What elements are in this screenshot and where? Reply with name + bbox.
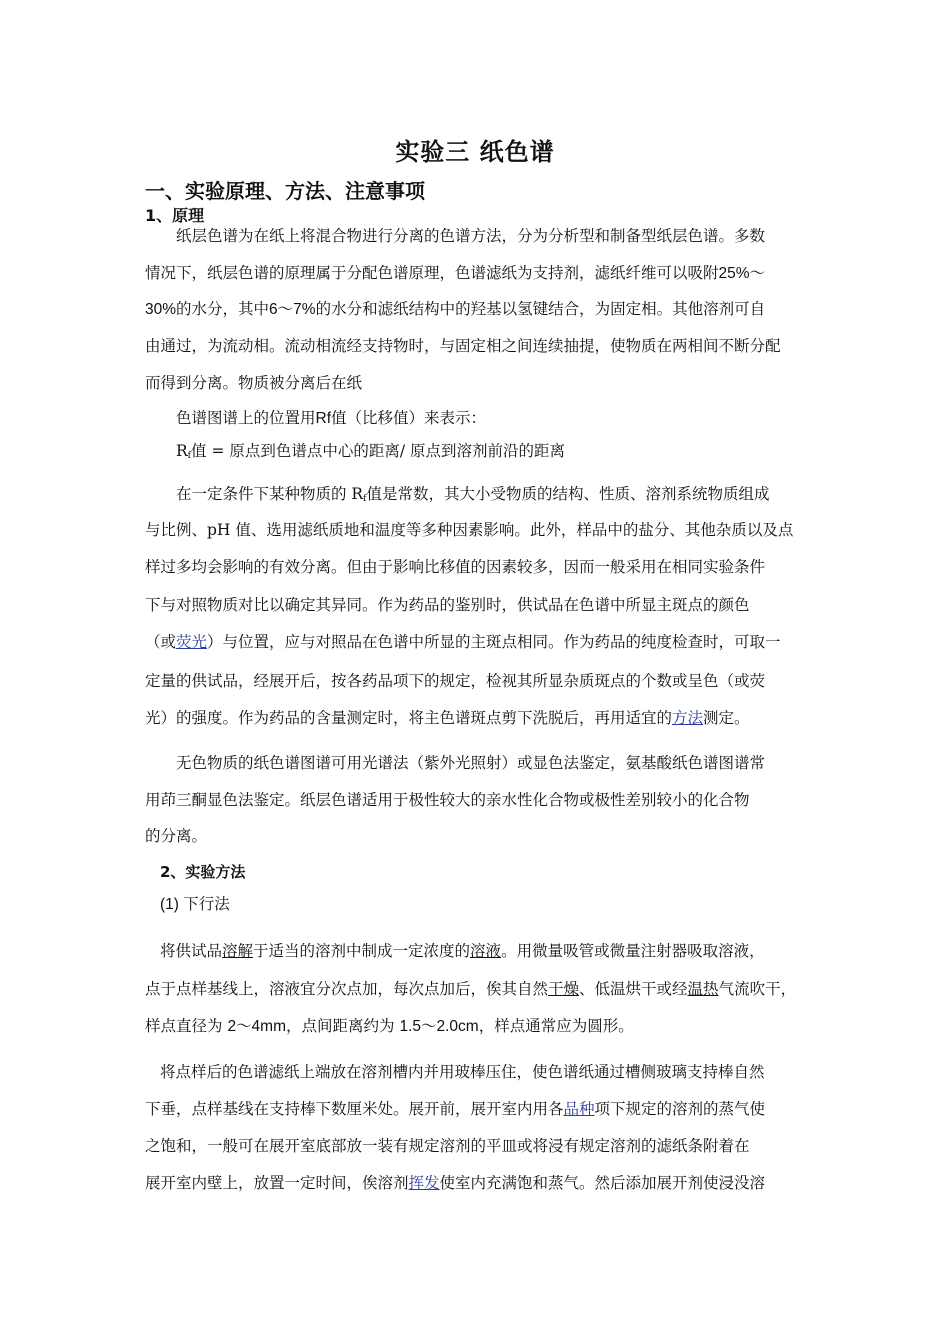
underlined-term: 溶解	[222, 942, 254, 960]
subsection-heading-method: 2、实验方法	[160, 863, 246, 881]
number-span: 25%～	[718, 265, 766, 282]
paragraph-line: 无色物质的纸色谱图谱可用光谱法（紫外光照射）或显色法鉴定，氨基酸纸色谱图谱常	[176, 754, 766, 772]
paragraph-line	[145, 708, 750, 728]
text-span: 气流吹干，	[718, 980, 797, 998]
text-span: 于适当的溶剂中制成一定浓度的	[253, 942, 471, 960]
paragraph-line	[176, 484, 769, 509]
subscript: f	[363, 494, 367, 504]
paragraph-line	[145, 1016, 634, 1037]
underlined-term: 温热	[687, 980, 719, 998]
paragraph-line: 定量的供试品，经展开后，按各药品项下的规定，检视其所显杂质斑点的个数或呈色（或荧	[145, 672, 766, 690]
paragraph-line: 由通过，为流动相。流动相流经支持物时，与固定相之间连续抽提，使物质在两相间不断分配	[145, 337, 781, 355]
text-span: 值（比移值）来表示：	[331, 409, 487, 427]
number-span: 6～7%	[269, 301, 316, 318]
formula-subscript: f	[187, 451, 192, 461]
text-span: 项下规定的溶剂的蒸气使	[594, 1100, 766, 1118]
text-span: 在一定条件下某种物质的 R	[176, 485, 364, 503]
subsection-heading-principle: 1、原理	[145, 206, 205, 225]
paragraph-line: 用茚三酮显色法鉴定。纸层色谱适用于极性较大的亲水性化合物或极性差别较小的化合物	[145, 791, 750, 809]
text-span: 展开室内壁上，放置一定时间，俟溶剂	[145, 1174, 409, 1192]
text-span: 、低温烘干或经	[579, 980, 688, 998]
link-method[interactable]: 方法	[672, 709, 704, 727]
text-span: ，样点通常应为圆形。	[478, 1017, 634, 1035]
paragraph-line: 下与对照物质对比以确定其异同。作为药品的鉴别时，供试品在色谱中所显主斑点的颜色	[145, 596, 750, 614]
paragraph-line	[145, 263, 765, 284]
text-span: 色谱图谱上的位置用	[176, 409, 316, 427]
formula-r: R	[176, 442, 188, 460]
paragraph-line	[160, 941, 765, 961]
text-span: 情况下，纸层色谱的原理属于分配色谱原理，色谱滤纸为支持剂，滤纸纤维可以吸附	[145, 264, 719, 282]
underlined-term: 干燥	[548, 980, 580, 998]
paragraph-line: 将点样后的色谱滤纸上端放在溶剂槽内并用玻棒压住，使色谱纸通过槽侧玻璃支持棒自然	[160, 1063, 765, 1081]
text-span: 下垂，点样基线在支持棒下数厘米处。展开前，展开室内用各	[145, 1100, 564, 1118]
number-span: 30%	[145, 301, 177, 318]
text-span: 的水分和滤纸结构中的羟基以氢键结合，为固定相。其他溶剂可自	[315, 300, 766, 318]
text-span: 测定。	[703, 709, 750, 727]
text-span: 的水分，其中	[176, 300, 270, 318]
paragraph-line	[145, 979, 796, 999]
link-fluorescence[interactable]: 荧光	[176, 633, 208, 651]
paragraph-line	[145, 299, 765, 320]
rf-label: Rf	[315, 410, 332, 427]
paragraph-line	[145, 1173, 765, 1193]
text-span: （或	[145, 633, 177, 651]
underlined-term: 溶液	[470, 942, 502, 960]
text-span: 光）的强度。作为药品的含量测定时，将主色谱斑点剪下洗脱后，再用适宜的	[145, 709, 673, 727]
paragraph-line: 而得到分离。物质被分离后在纸	[145, 374, 363, 392]
page-title: 实验三 纸色谱	[395, 138, 555, 166]
method-heading-descending: (1) 下行法	[160, 896, 230, 913]
text-span: 将供试品	[160, 942, 223, 960]
text-span: 。用微量吸管或微量注射器吸取溶液，	[501, 942, 765, 960]
text-span: 值是常数，其大小受物质的结构、性质、溶剂系统物质组成	[366, 485, 770, 503]
number-span: 2～4mm	[227, 1018, 287, 1035]
paragraph-line: 与比例、pH 值、选用滤纸质地和温度等多种因素影响。此外，样品中的盐分、其他杂质以及点	[145, 521, 794, 539]
number-span: 1.5～2.0cm	[399, 1018, 479, 1035]
paragraph-line: 的分离。	[145, 827, 208, 845]
paragraph-line	[145, 1099, 765, 1119]
paragraph-line: 之饱和，一般可在展开室底部放一装有规定溶剂的平皿或将浸有规定溶剂的滤纸条附着在	[145, 1137, 750, 1155]
formula-text: 值 = 原点到色谱点中心的距离/ 原点到溶剂前沿的距离	[191, 442, 566, 460]
paragraph-line: 纸层色谱为在纸上将混合物进行分离的色谱方法，分为分析型和制备型纸层色谱。多数	[176, 227, 766, 245]
rf-formula	[176, 441, 565, 466]
text-span: 样点直径为	[145, 1017, 228, 1035]
link-volatilize[interactable]: 挥发	[408, 1174, 440, 1192]
text-span: ）与位置，应与对照品在色谱中所显的主斑点相同。作为药品的纯度检查时，可取一	[207, 633, 781, 651]
link-variety[interactable]: 品种	[563, 1100, 595, 1118]
text-span: ，点间距离约为	[286, 1017, 400, 1035]
paragraph-line	[145, 632, 781, 652]
text-span: 使室内充满饱和蒸气。然后添加展开剂使浸没溶	[439, 1174, 766, 1192]
text-span: 点于点样基线上，溶液宜分次点加，每次点加后，俟其自然	[145, 980, 549, 998]
section-heading: 一、实验原理、方法、注意事项	[145, 179, 425, 203]
paragraph-line	[176, 408, 486, 429]
paragraph-line: 样过多均会影响的有效分离。但由于影响比移值的因素较多，因而一般采用在相同实验条件	[145, 558, 766, 576]
